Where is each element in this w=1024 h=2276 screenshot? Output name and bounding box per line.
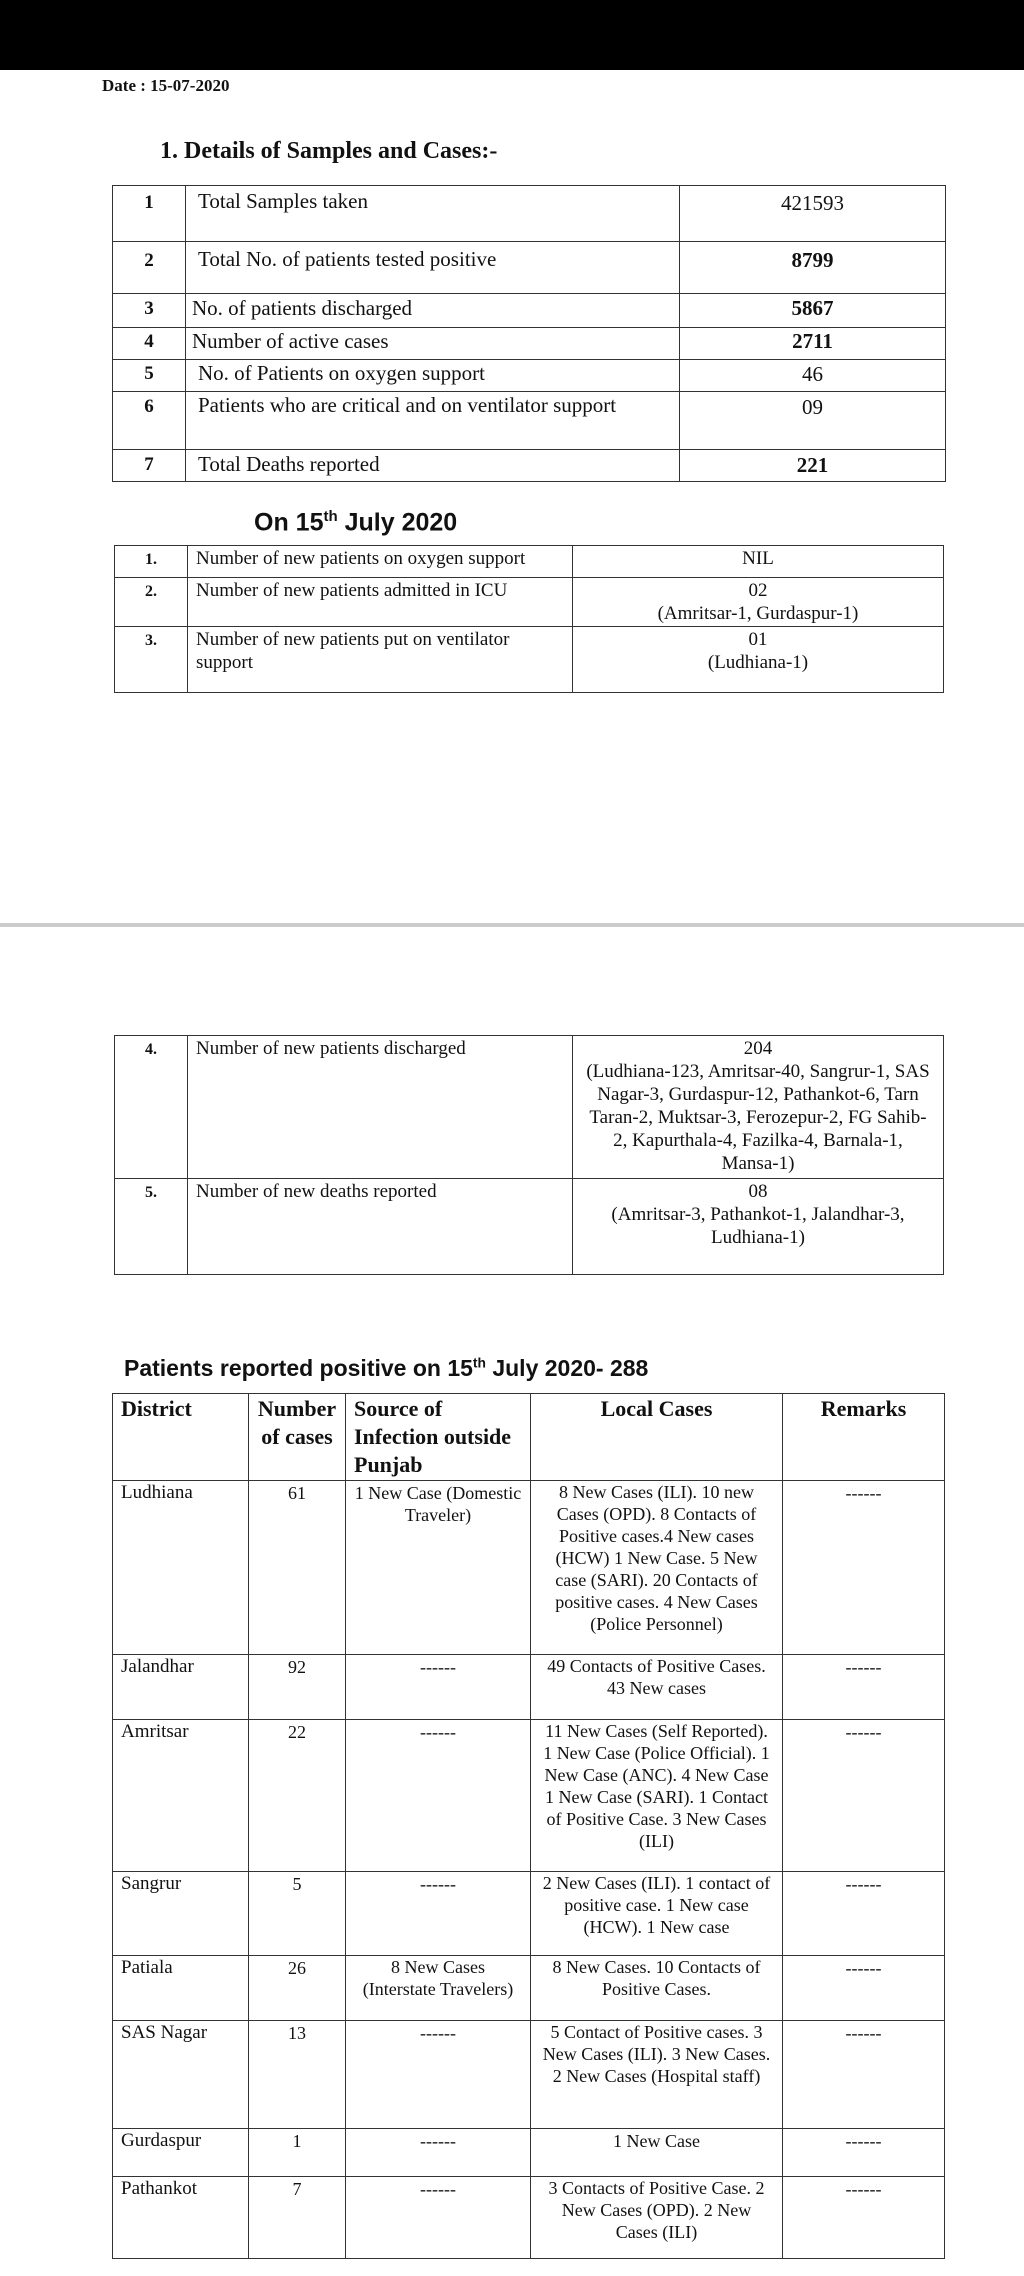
- table-row: [115, 546, 944, 578]
- page-divider: [0, 923, 1024, 927]
- district-cases-table: [112, 1393, 945, 2259]
- value-count: 02: [748, 580, 768, 601]
- row-number: 6: [113, 392, 186, 450]
- table-row: [113, 294, 946, 328]
- table-row: [113, 242, 946, 294]
- table-row: [115, 627, 944, 693]
- value-detail: (Amritsar-3, Pathankot-1, Jalandhar-3, Ludhiana-1): [611, 1204, 905, 1248]
- value-count: 204: [743, 1038, 773, 1059]
- row-value: 8799: [680, 242, 946, 294]
- row-number: 5.: [115, 1179, 188, 1275]
- table-row: [113, 1720, 945, 1872]
- row-value: [573, 578, 944, 627]
- remarks: ------: [783, 1655, 945, 1720]
- value-count: 01: [748, 629, 768, 650]
- row-value: 46: [680, 360, 946, 392]
- cases-count: 22: [249, 1720, 346, 1872]
- samples-cases-table: [112, 185, 946, 482]
- table-row: [113, 186, 946, 242]
- source-outside: ------: [346, 1720, 531, 1872]
- top-black-bar: [0, 0, 1024, 70]
- table-row: [113, 392, 946, 450]
- source-outside: ------: [346, 2129, 531, 2177]
- table-row: [113, 2177, 945, 2259]
- district-name: Gurdaspur: [113, 2129, 249, 2177]
- cases-count: 5: [249, 1872, 346, 1956]
- daily-updates-table: [114, 545, 944, 693]
- cases-count: 1: [249, 2129, 346, 2177]
- district-name: Sangrur: [113, 1872, 249, 1956]
- table-row: [113, 328, 946, 360]
- header-local: Local Cases: [531, 1394, 783, 1481]
- row-value: 2711: [680, 328, 946, 360]
- day-title-sup: th: [323, 508, 338, 525]
- local-cases: 2 New Cases (ILI). 1 contact of positive case. 1 New case (HCW). 1 New case: [531, 1872, 783, 1956]
- table-row: [115, 1179, 944, 1275]
- remarks: ------: [783, 2177, 945, 2259]
- local-cases: 3 Contacts of Positive Case. 2 New Cases (OPD). 2 New Cases (ILI): [531, 2177, 783, 2259]
- remarks: ------: [783, 1872, 945, 1956]
- district-name: Jalandhar: [113, 1655, 249, 1720]
- source-outside: ------: [346, 1872, 531, 1956]
- row-value: 5867: [680, 294, 946, 328]
- row-label: Number of new deaths reported: [188, 1179, 573, 1275]
- table-row: [113, 450, 946, 482]
- row-number: 1.: [115, 546, 188, 578]
- positive-title-text: Patients reported positive on 15: [124, 1355, 473, 1381]
- cases-count: 7: [249, 2177, 346, 2259]
- local-cases: 11 New Cases (Self Reported). 1 New Case (Police Official). 1 New Case (ANC). 4 New Case 1 New Case (SARI). 1 Contact of Positive Case. 3 New Cases (ILI): [531, 1720, 783, 1872]
- positive-title: [124, 1355, 648, 1382]
- row-label: Number of new patients on oxygen support: [188, 546, 573, 578]
- row-label: Total Samples taken: [186, 186, 680, 242]
- source-outside: 1 New Case (Domestic Traveler): [346, 1481, 531, 1655]
- header-cases: Number of cases: [249, 1394, 346, 1481]
- local-cases: 1 New Case: [531, 2129, 783, 2177]
- table-row: [113, 2021, 945, 2129]
- section-title: 1. Details of Samples and Cases:-: [160, 138, 498, 164]
- remarks: ------: [783, 2021, 945, 2129]
- row-number: 3: [113, 294, 186, 328]
- positive-title-sup: th: [472, 1355, 486, 1371]
- row-value: 221: [680, 450, 946, 482]
- source-outside: ------: [346, 2177, 531, 2259]
- row-value: 421593: [680, 186, 946, 242]
- remarks: ------: [783, 2129, 945, 2177]
- remarks: ------: [783, 1720, 945, 1872]
- row-label: Number of new patients discharged: [188, 1036, 573, 1179]
- source-outside: ------: [346, 1655, 531, 1720]
- table-row: [115, 1036, 944, 1179]
- day-title: [254, 508, 457, 537]
- row-number: 7: [113, 450, 186, 482]
- value-count: 08: [748, 1181, 768, 1202]
- value-detail: (Ludhiana-123, Amritsar-40, Sangrur-1, SAS Nagar-3, Gurdaspur-12, Pathankot-6, Tarn Taran-2, Muktsar-3, Ferozepur-2, FG Sahib-2, Kapurthala-4, Fazilka-4, Barnala-1, Mansa-1): [586, 1061, 930, 1174]
- table-row: [113, 1872, 945, 1956]
- table-row: [113, 1481, 945, 1655]
- row-value: [573, 1036, 944, 1179]
- row-number: 2.: [115, 578, 188, 627]
- report-date: Date : 15-07-2020: [102, 76, 230, 95]
- row-value: 09: [680, 392, 946, 450]
- row-number: 4: [113, 328, 186, 360]
- local-cases: 8 New Cases (ILI). 10 new Cases (OPD). 8 Contacts of Positive cases.4 New cases (HCW) 1 New Case. 5 New case (SARI). 20 Contacts of positive cases. 4 New Cases (Police Personnel): [531, 1481, 783, 1655]
- day-title-text: July 2020: [337, 508, 458, 537]
- row-label: No. of Patients on oxygen support: [186, 360, 680, 392]
- table-row: [113, 2129, 945, 2177]
- cases-count: 61: [249, 1481, 346, 1655]
- remarks: ------: [783, 1956, 945, 2021]
- source-outside: ------: [346, 2021, 531, 2129]
- value-count: NIL: [742, 548, 774, 569]
- remarks: ------: [783, 1481, 945, 1655]
- row-value: [573, 1179, 944, 1275]
- row-value: [573, 546, 944, 578]
- district-name: Ludhiana: [113, 1481, 249, 1655]
- district-name: SAS Nagar: [113, 2021, 249, 2129]
- daily-updates-table-continued: [114, 1035, 944, 1275]
- local-cases: 5 Contact of Positive cases. 3 New Cases (ILI). 3 New Cases. 2 New Cases (Hospital staff): [531, 2021, 783, 2129]
- table-header-row: [113, 1394, 945, 1481]
- row-number: 2: [113, 242, 186, 294]
- positive-title-text: July 2020- 288: [485, 1355, 649, 1381]
- row-label: Total No. of patients tested positive: [186, 242, 680, 294]
- row-label: Number of new patients put on ventilator support: [188, 627, 573, 693]
- local-cases: 49 Contacts of Positive Cases. 43 New cases: [531, 1655, 783, 1720]
- district-name: Patiala: [113, 1956, 249, 2021]
- table-row: [113, 1655, 945, 1720]
- row-value: [573, 627, 944, 693]
- source-outside: 8 New Cases (Interstate Travelers): [346, 1956, 531, 2021]
- row-label: No. of patients discharged: [186, 294, 680, 328]
- value-detail: (Amritsar-1, Gurdaspur-1): [657, 603, 859, 624]
- header-remarks: Remarks: [783, 1394, 945, 1481]
- row-label: Number of active cases: [186, 328, 680, 360]
- row-number: 4.: [115, 1036, 188, 1179]
- table-row: [115, 578, 944, 627]
- header-source: Source of Infection outside Punjab: [346, 1394, 531, 1481]
- district-name: Pathankot: [113, 2177, 249, 2259]
- district-name: Amritsar: [113, 1720, 249, 1872]
- row-label: Number of new patients admitted in ICU: [188, 578, 573, 627]
- table-row: [113, 360, 946, 392]
- day-title-text: On 15: [254, 508, 324, 537]
- value-detail: (Ludhiana-1): [707, 652, 809, 673]
- cases-count: 13: [249, 2021, 346, 2129]
- row-label: Patients who are critical and on ventilator support: [186, 392, 680, 450]
- cases-count: 92: [249, 1655, 346, 1720]
- row-number: 3.: [115, 627, 188, 693]
- row-number: 1: [113, 186, 186, 242]
- local-cases: 8 New Cases. 10 Contacts of Positive Cases.: [531, 1956, 783, 2021]
- table-row: [113, 1956, 945, 2021]
- row-number: 5: [113, 360, 186, 392]
- header-district: District: [113, 1394, 249, 1481]
- cases-count: 26: [249, 1956, 346, 2021]
- row-label: Total Deaths reported: [186, 450, 680, 482]
